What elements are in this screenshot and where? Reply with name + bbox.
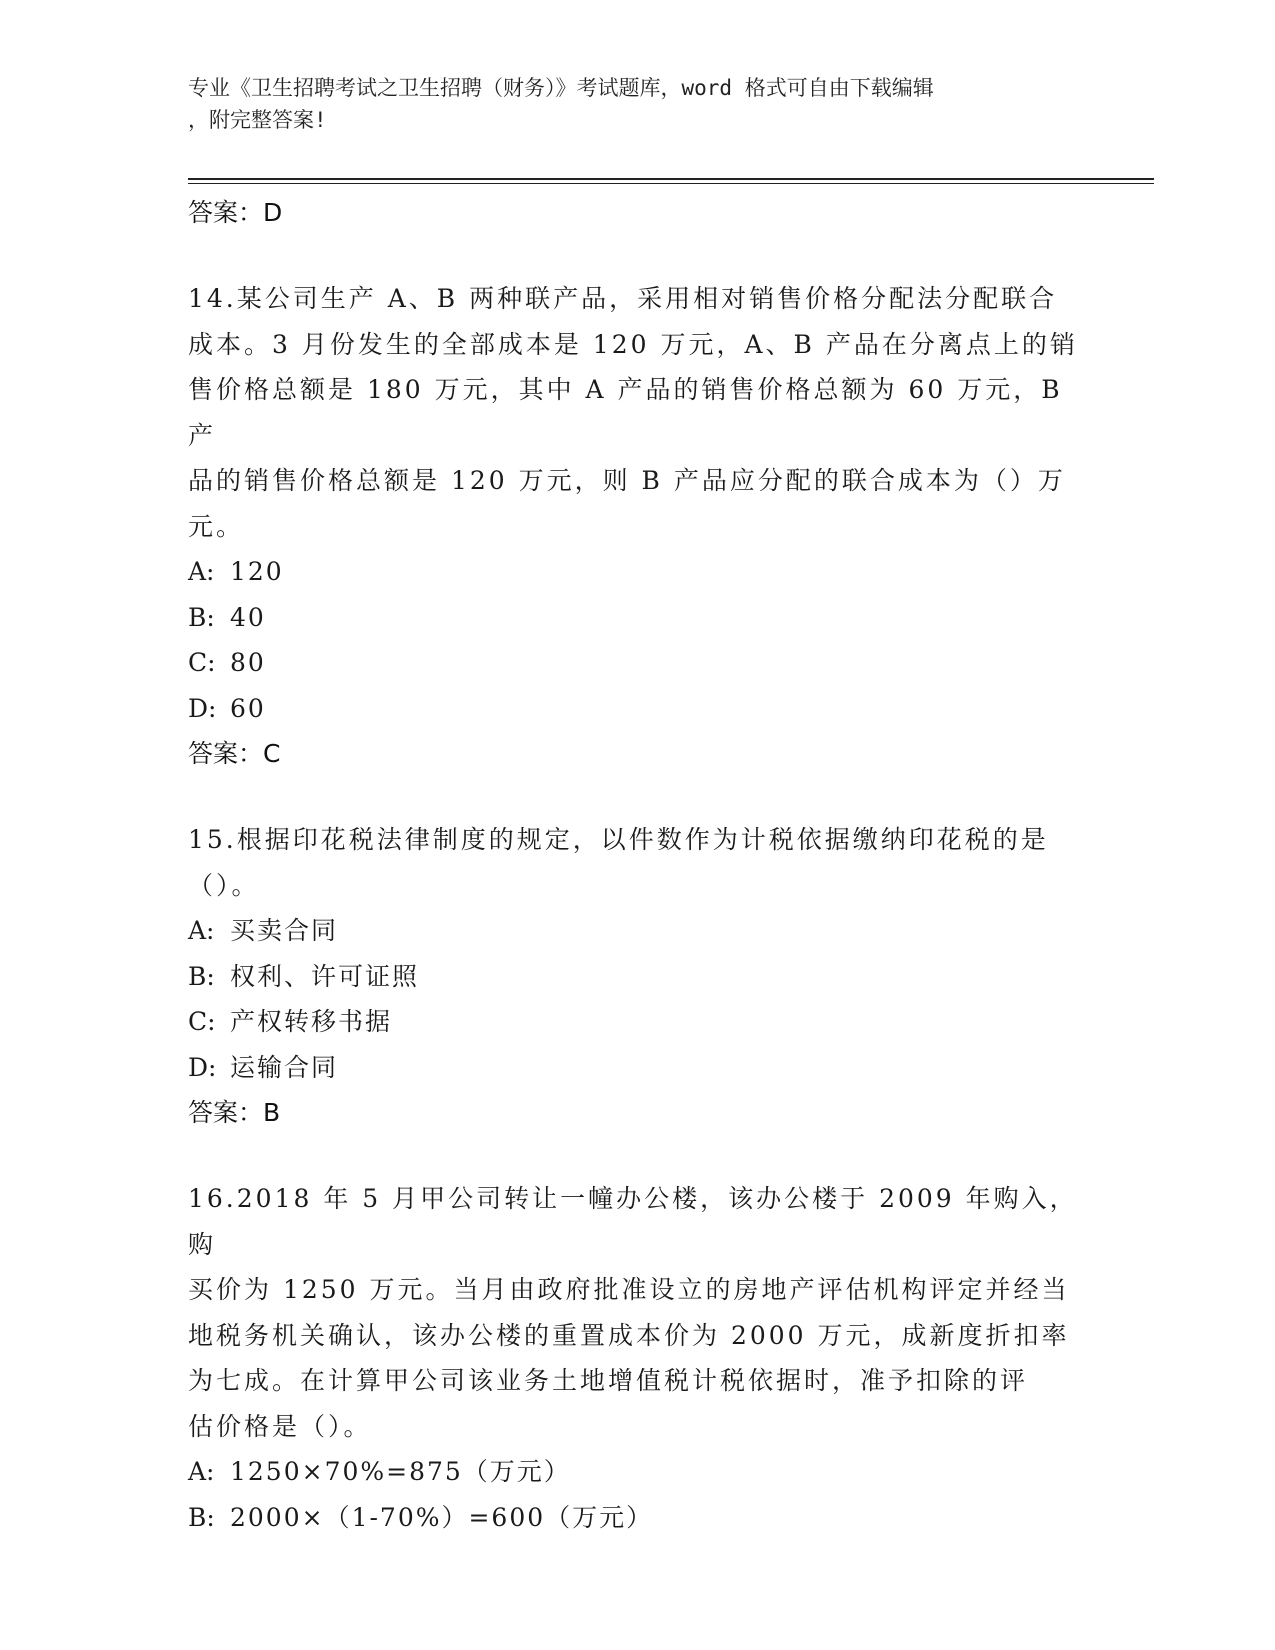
stem-line: （）。: [188, 870, 260, 900]
stem-line: 元。: [188, 511, 245, 541]
stem-line: 估价格是（）。: [188, 1411, 372, 1441]
answer-q15: 答案：B: [188, 1098, 281, 1127]
stem-line: 买价为 1250 万元。当月由政府批准设立的房地产评估机构评定并经当: [188, 1275, 1070, 1304]
stem-line: 售价格总额是 180 万元，其中 A 产品的销售价格总额为 60 万元，B 产: [188, 375, 1063, 450]
question-16: [188, 1176, 1088, 1540]
document-body: [188, 190, 1088, 1540]
question-15: [188, 817, 1088, 1136]
option-a: A: 1250×70%=875（万元）: [188, 1457, 571, 1486]
header-line-1: 专业《卫生招聘考试之卫生招聘（财务）》考试题库，word 格式可自由下载编辑: [188, 76, 934, 100]
answer-q14: 答案：C: [188, 739, 281, 768]
option-c: C: 80: [188, 648, 266, 677]
option-b: B: 权利、许可证照: [188, 961, 420, 991]
header-rule-thin: [188, 183, 1154, 184]
stem-line: 品的销售价格总额是 120 万元，则 B 产品应分配的联合成本为（）万: [188, 466, 1066, 495]
question-16-stem: [188, 1176, 1088, 1449]
stem-line: 15.根据印花税法律制度的规定，以件数作为计税依据缴纳印花税的是: [188, 825, 1049, 854]
option-b: B: 40: [188, 602, 266, 632]
document-header: [188, 72, 1068, 136]
header-rule-thick: [188, 178, 1154, 180]
option-d: D: 60: [188, 693, 266, 723]
stem-line: 14.某公司生产 A、B 两种联产品，采用相对销售价格分配法分配联合: [188, 284, 1058, 313]
option-b: B: 2000×（1-70%）=600（万元）: [188, 1502, 654, 1532]
stem-line: 为七成。在计算甲公司该业务土地增值税计税依据时，准予扣除的评: [188, 1366, 1029, 1395]
question-14-stem: [188, 276, 1088, 549]
header-line-2: ，附完整答案!: [188, 108, 327, 132]
stem-line: 地税务机关确认，该办公楼的重置成本价为 2000 万元，成新度折扣率: [188, 1320, 1070, 1350]
answer-q13: 答案：D: [188, 198, 283, 227]
question-14: [188, 276, 1088, 777]
option-d: D: 运输合同: [188, 1052, 339, 1082]
question-15-stem: [188, 817, 1088, 908]
stem-line: 成本。3 月份发生的全部成本是 120 万元，A、B 产品在分离点上的销: [188, 329, 1078, 359]
stem-line: 16.2018 年 5 月甲公司转让一幢办公楼，该办公楼于 2009 年购入，购: [188, 1184, 1078, 1259]
option-c: C: 产权转移书据: [188, 1007, 393, 1036]
option-a: A: 120: [188, 557, 284, 586]
option-a: A: 买卖合同: [188, 916, 339, 945]
